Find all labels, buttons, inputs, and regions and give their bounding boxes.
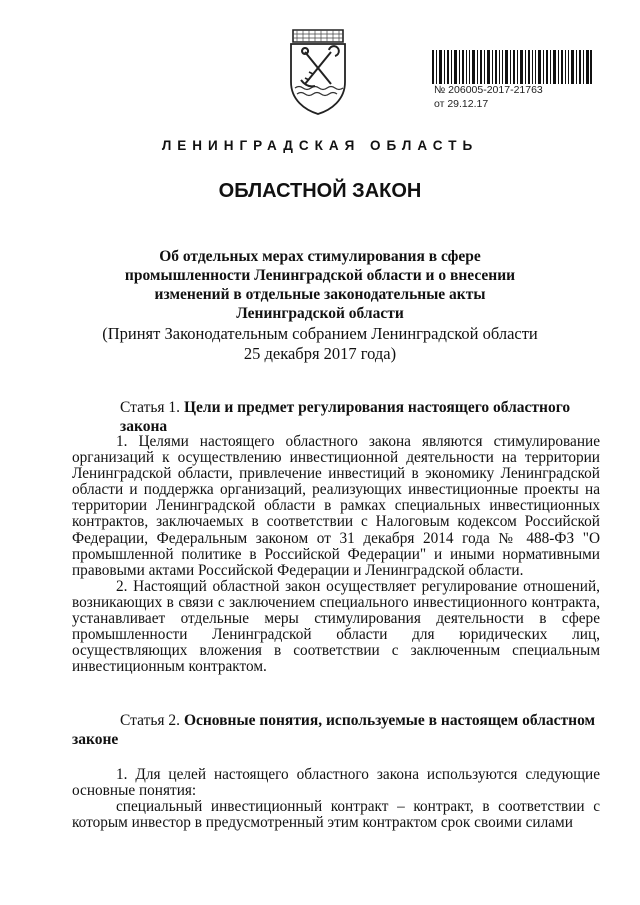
article-1-paragraph-1: 1. Целями настоящего областного закона являются стимулирование организаций к осуществлению инвестиционной деятельности на территории Ленинградской области, привлечение инвестиций в экономику Ленинградской области и поддержка организаций, реализующих инвестиционные проекты на территории Ленинградской области в рамках специальных инвестиционных контрактов, заключаемых в соответствии с Налоговым кодексом Российской Федерации, Федеральным законом от 31 декабря 2014 года № 488-ФЗ "О промышленной политике в Российской Федерации" и иными нормативными правовыми актами Российской Федерации и Ленинградской области.: [72, 433, 600, 579]
article-1-title: Цели и предмет регулирования настоящего областного закона: [120, 399, 571, 435]
article-1-paragraph-2: 2. Настоящий областной закон осуществляет регулирование отношений, возникающих в связи с заключением специального инвестиционного контракта, устанавливает отдельные меры стимулирования деятельности в сфере промышленности Ленинградской области для юридических лиц, осуществляющих вложения в соответствии с заключенным специальным инвестиционным контрактом.: [72, 577, 600, 676]
barcode-icon: [432, 50, 592, 84]
adoption-note-line1: (Принят Законодательным собранием Ленинградской области: [102, 324, 538, 343]
law-type-heading: ОБЛАСТНОЙ ЗАКОН: [218, 180, 422, 202]
region-heading: ЛЕНИНГРАДСКАЯ ОБЛАСТЬ: [161, 138, 479, 153]
registration-date: от 29.12.17: [434, 98, 489, 110]
adoption-note-line2: 25 декабря 2017 года): [243, 344, 397, 363]
article-2-body: [72, 767, 600, 831]
article-1-number: Статья 1.: [120, 399, 181, 416]
article-1-heading: [120, 398, 600, 436]
adoption-note: [80, 324, 560, 364]
article-2-paragraph-1: 1. Для целей настоящего областного закона используются следующие основные понятия:: [72, 766, 600, 800]
registration-number: № 206005-2017-21763: [434, 84, 543, 96]
article-2-number: Статья 2.: [120, 712, 181, 729]
article-2-paragraph-2: специальный инвестиционный контракт – контракт, в соответствии с которым инвестор в предусмотренный этим контрактом срок своими силами: [72, 798, 600, 832]
article-1-body: [72, 434, 600, 675]
coat-of-arms-icon: [283, 26, 353, 116]
article-2-heading: [72, 711, 598, 749]
article-2-title: Основные понятия, используемые в настоящем областном законе: [72, 712, 596, 748]
law-title: Об отдельных мерах стимулирования в сфере промышленности Ленинградской области и о внесении изменений в отдельные законодательные акты Ленинградской области: [124, 248, 516, 322]
